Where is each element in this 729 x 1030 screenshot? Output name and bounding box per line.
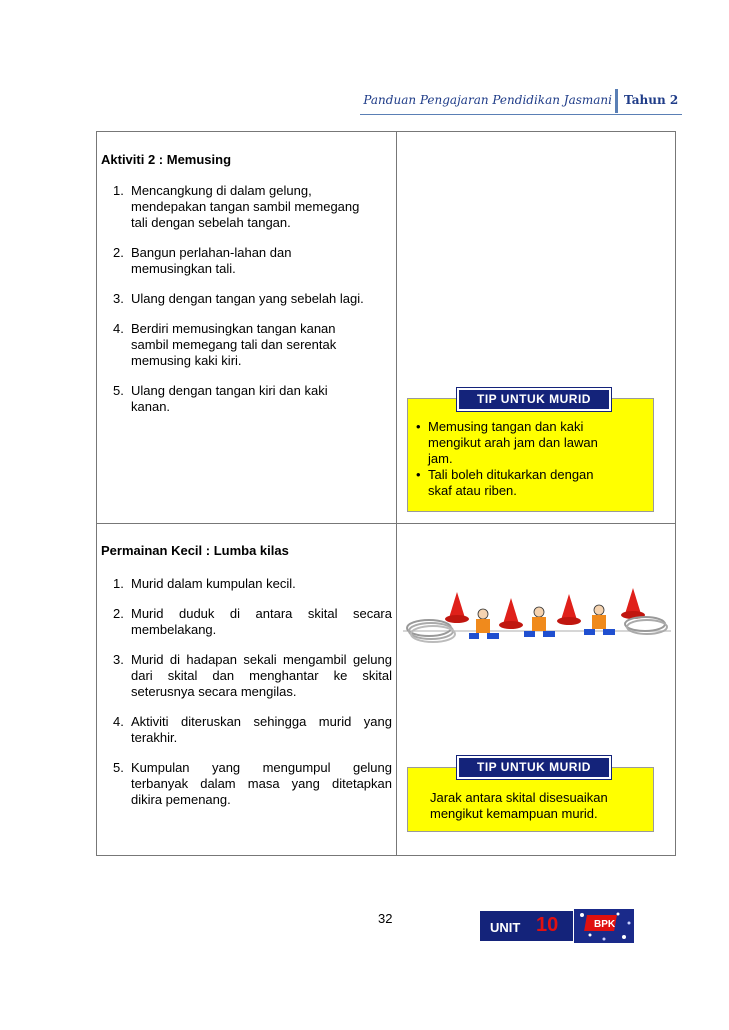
hoop-stack-icon <box>625 617 667 634</box>
bpk-logo-icon <box>574 909 634 943</box>
game-steps <box>97 576 392 822</box>
page-number: 32 <box>378 911 393 926</box>
tip-box <box>407 398 654 512</box>
header-divider <box>615 89 618 113</box>
list-item: 4. Berdiri memusingkan tangan kanan sambil memegang tali dan serentak memusing kaki kiri. <box>113 321 337 368</box>
tip-box: Jarak antara skital disesuaikan mengikut kemampuan murid. <box>407 767 654 832</box>
game-row <box>97 524 675 855</box>
child-figure-icon <box>469 609 499 639</box>
relay-illustration <box>403 586 671 666</box>
activity-steps <box>97 183 392 429</box>
list-item: 4. Aktiviti diteruskan sehingga murid yang terakhir. <box>113 714 392 745</box>
unit-label: UNIT <box>490 920 521 935</box>
game-illustration-cell <box>397 524 675 855</box>
list-item: 1. Mencangkung di dalam gelung, mendepakan tangan sambil memegang tali dengan sebelah tangan. <box>113 183 360 230</box>
list-item: 5. Kumpulan yang mengumpul gelung terbanyak dalam masa yang ditetapkan dikira pemenang. <box>113 760 392 807</box>
cone-icon <box>621 588 645 619</box>
header-year: Tahun 2 <box>624 93 679 107</box>
tip-label: TIP UNTUK MURID <box>457 756 611 779</box>
game-instructions-cell <box>97 524 397 855</box>
list-item: 3. Murid di hadapan sekali mengambil gelung dari skital dan menghantar ke skital seterusnya secara mengilas. <box>113 652 392 699</box>
unit-number: 10 <box>536 914 559 936</box>
svg-text:BPK: BPK <box>594 919 616 930</box>
cone-icon <box>557 594 581 625</box>
tip-label: TIP UNTUK MURID <box>457 388 611 411</box>
activity-title: Aktiviti 2 : Memusing <box>101 152 232 167</box>
list-item: 2. Murid duduk di antara skital secara membelakang. <box>113 606 392 637</box>
list-item: • Memusing tangan dan kaki mengikut arah jam dan lawan jam. <box>416 419 598 466</box>
list-item: 2. Bangun perlahan-lahan dan memusingkan tali. <box>113 245 292 276</box>
list-item: 1. Murid dalam kumpulan kecil. <box>113 576 296 591</box>
child-figure-icon <box>524 607 555 637</box>
list-item: • Tali boleh ditukarkan dengan skaf atau riben. <box>416 467 594 498</box>
cone-icon <box>445 592 469 623</box>
game-title: Permainan Kecil : Lumba kilas <box>101 543 289 558</box>
running-header <box>360 89 682 115</box>
header-subtitle: Panduan Pengajaran Pendidikan Jasmani <box>363 93 612 107</box>
list-item: 3. Ulang dengan tangan yang sebelah lagi. <box>113 291 364 306</box>
activity-instructions-cell <box>97 132 397 523</box>
header-rule <box>360 114 682 115</box>
lesson-table <box>96 131 676 856</box>
unit-badge <box>480 911 573 941</box>
cone-icon <box>499 598 523 629</box>
activity-row <box>97 132 675 524</box>
activity-illustration-cell <box>397 132 675 523</box>
list-item: 5. Ulang dengan tangan kiri dan kaki kanan. <box>113 383 328 414</box>
